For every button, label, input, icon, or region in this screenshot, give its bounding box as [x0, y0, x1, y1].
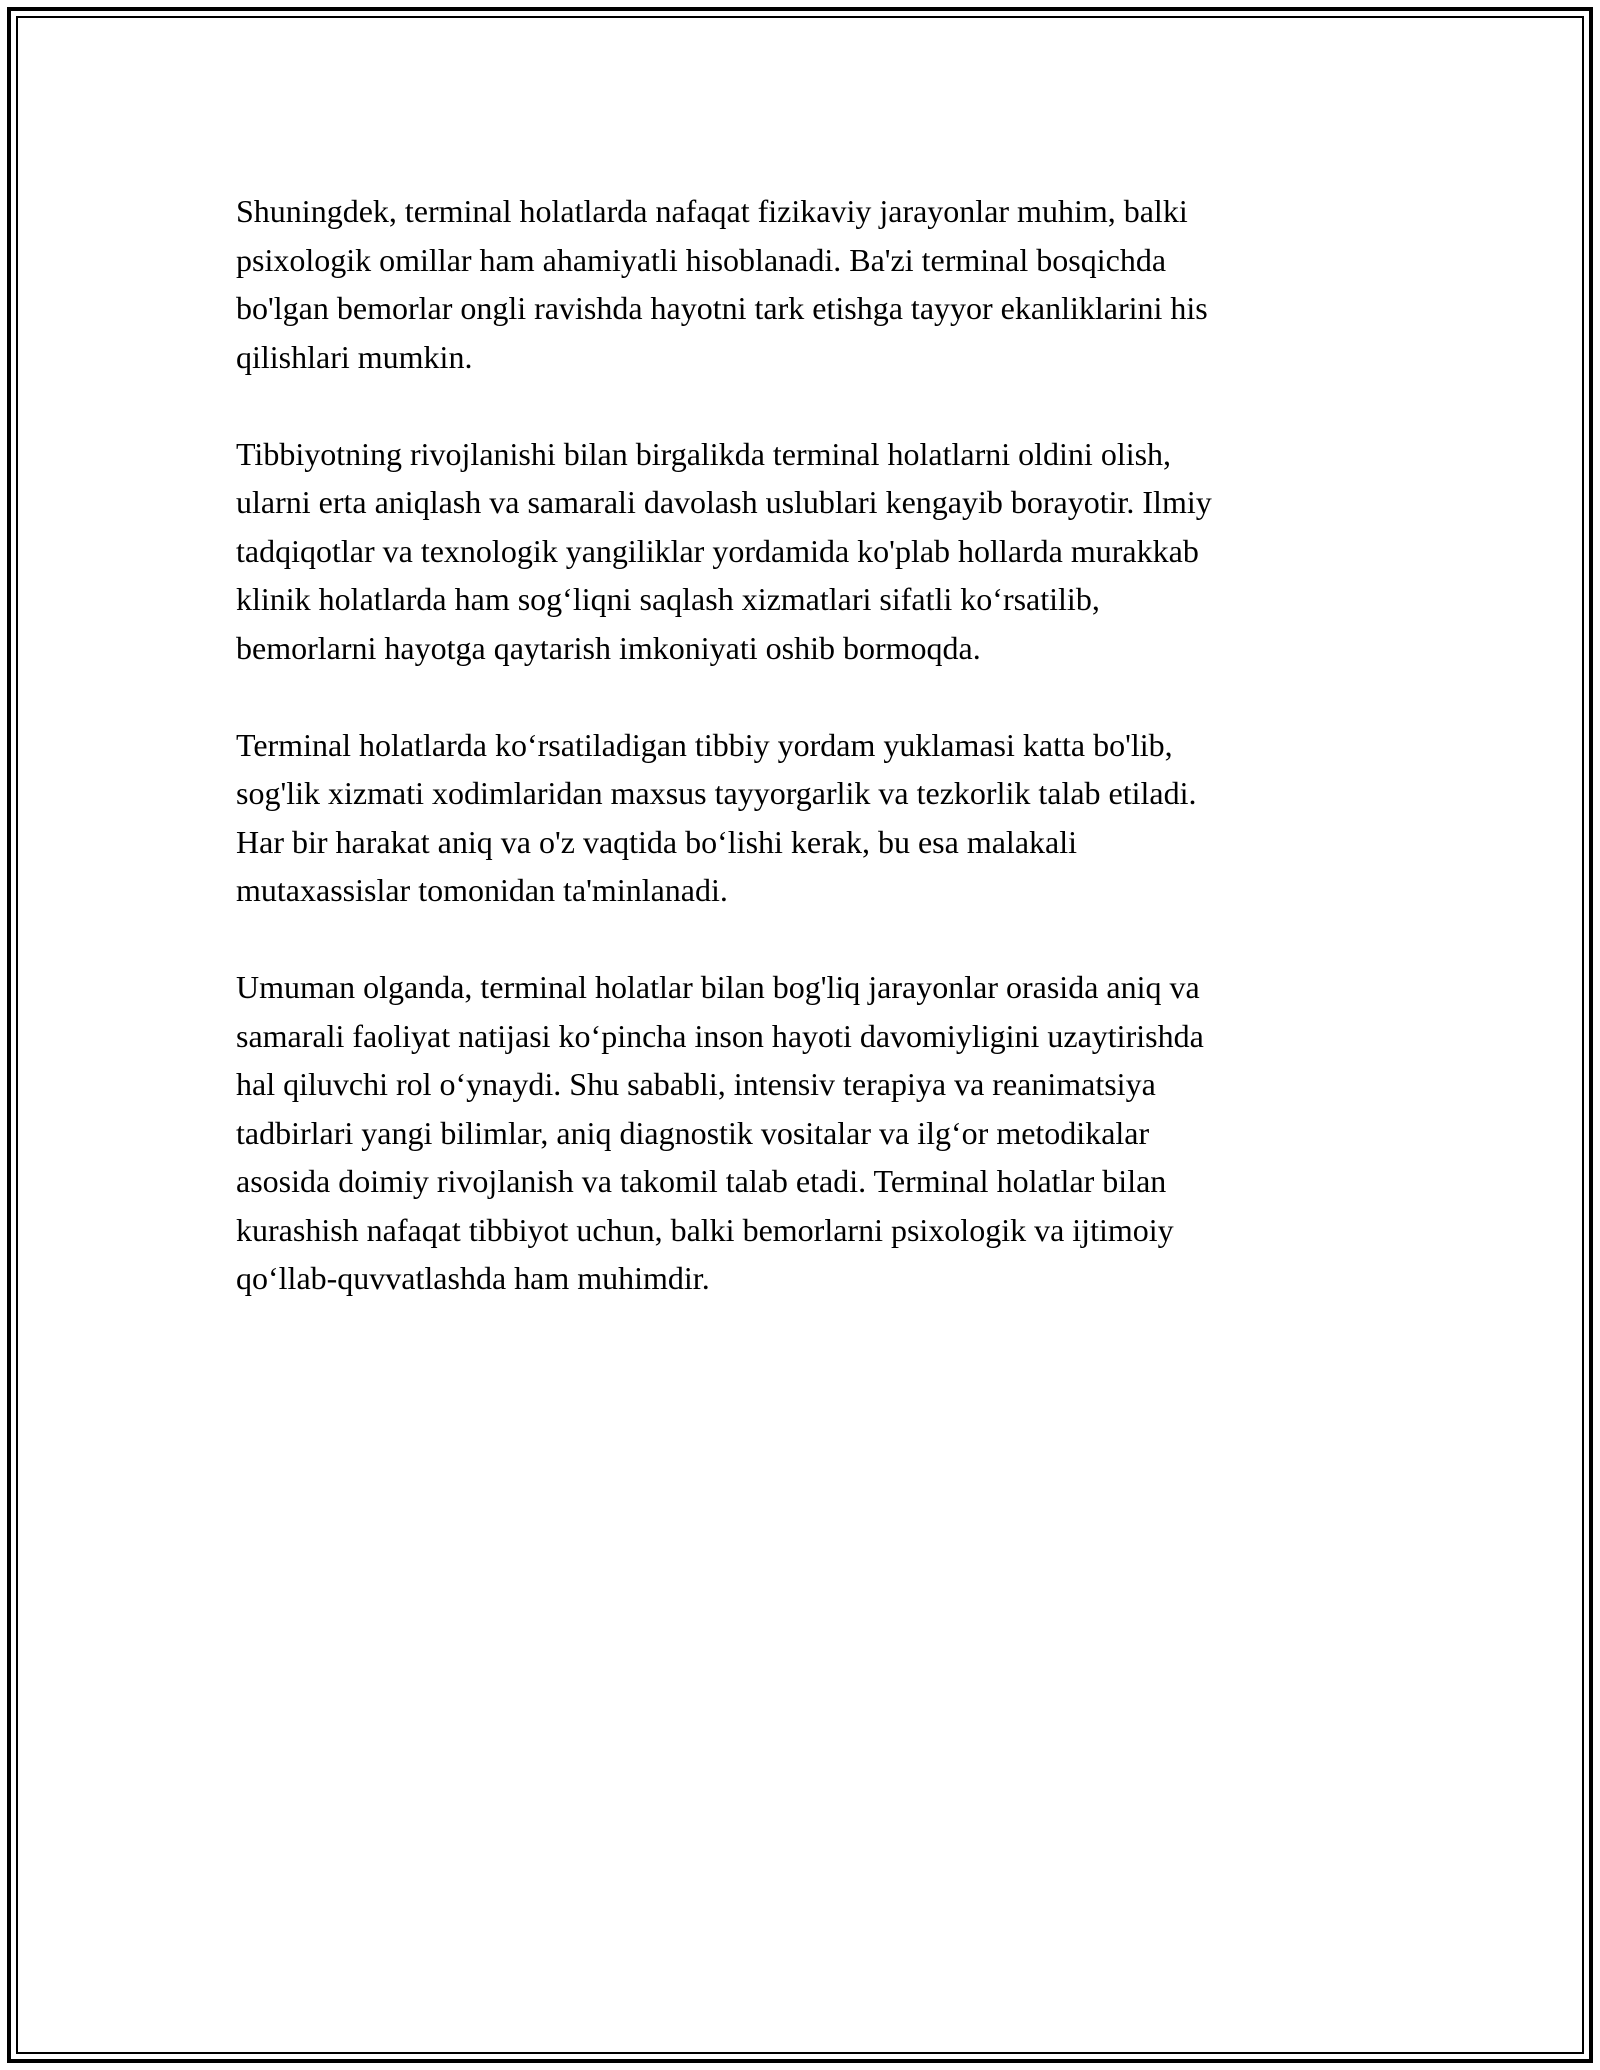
- document-body: [236, 187, 1366, 1351]
- paragraph-1: Shuningdek, terminal holatlarda nafaqat fizikaviy jarayonlar muhim, balki psixologik omillar ham ahamiyatli hisoblanadi. Ba'zi terminal bosqichda bo'lgan bemorlar ongli ravishda hayotni tark etishga tayyor ekanliklarini his qilishlari mumkin.: [236, 193, 1208, 375]
- paragraph-3: Terminal holatlarda ko‘rsatiladigan tibbiy yordam yuklamasi katta bo'lib, sog'lik xizmati xodimlaridan maxsus tayyorgarlik va tezkorlik talab etiladi. Har bir harakat aniq va o'z vaqtida bo‘lishi kerak, bu esa malakali mutaxassislar tomonidan ta'minlanadi.: [236, 726, 1197, 908]
- paragraph-4: Umuman olganda, terminal holatlar bilan bog'liq jarayonlar orasida aniq va samarali faoliyat natijasi ko‘pincha inson hayoti davomiyligini uzaytirishda hal qiluvchi rol o‘ynaydi. Shu sababli, intensiv terapiya va reanimatsiya tadbirlari yangi bilimlar, aniq diagnostik vositalar va ilg‘or metodikalar asosida doimiy rivojlanish va takomil talab etadi. Terminal holatlar bilan kurashish nafaqat tibbiyot uchun, balki bemorlarni psixologik va ijtimoiy qo‘llab-quvvatlashda ham muhimdir.: [236, 969, 1204, 1296]
- paragraph-2: Tibbiyotning rivojlanishi bilan birgalikda terminal holatlarni oldini olish, ularni erta aniqlash va samarali davolash uslublari kengayib borayotir. Ilmiy tadqiqotlar va texnologik yangiliklar yordamida ko'plab hollarda murakkab klinik holatlarda ham sog‘liqni saqlash xizmatlari sifatli ko‘rsatilib, bemorlarni hayotga qaytarish imkoniyati oshib bormoqda.: [236, 435, 1212, 666]
